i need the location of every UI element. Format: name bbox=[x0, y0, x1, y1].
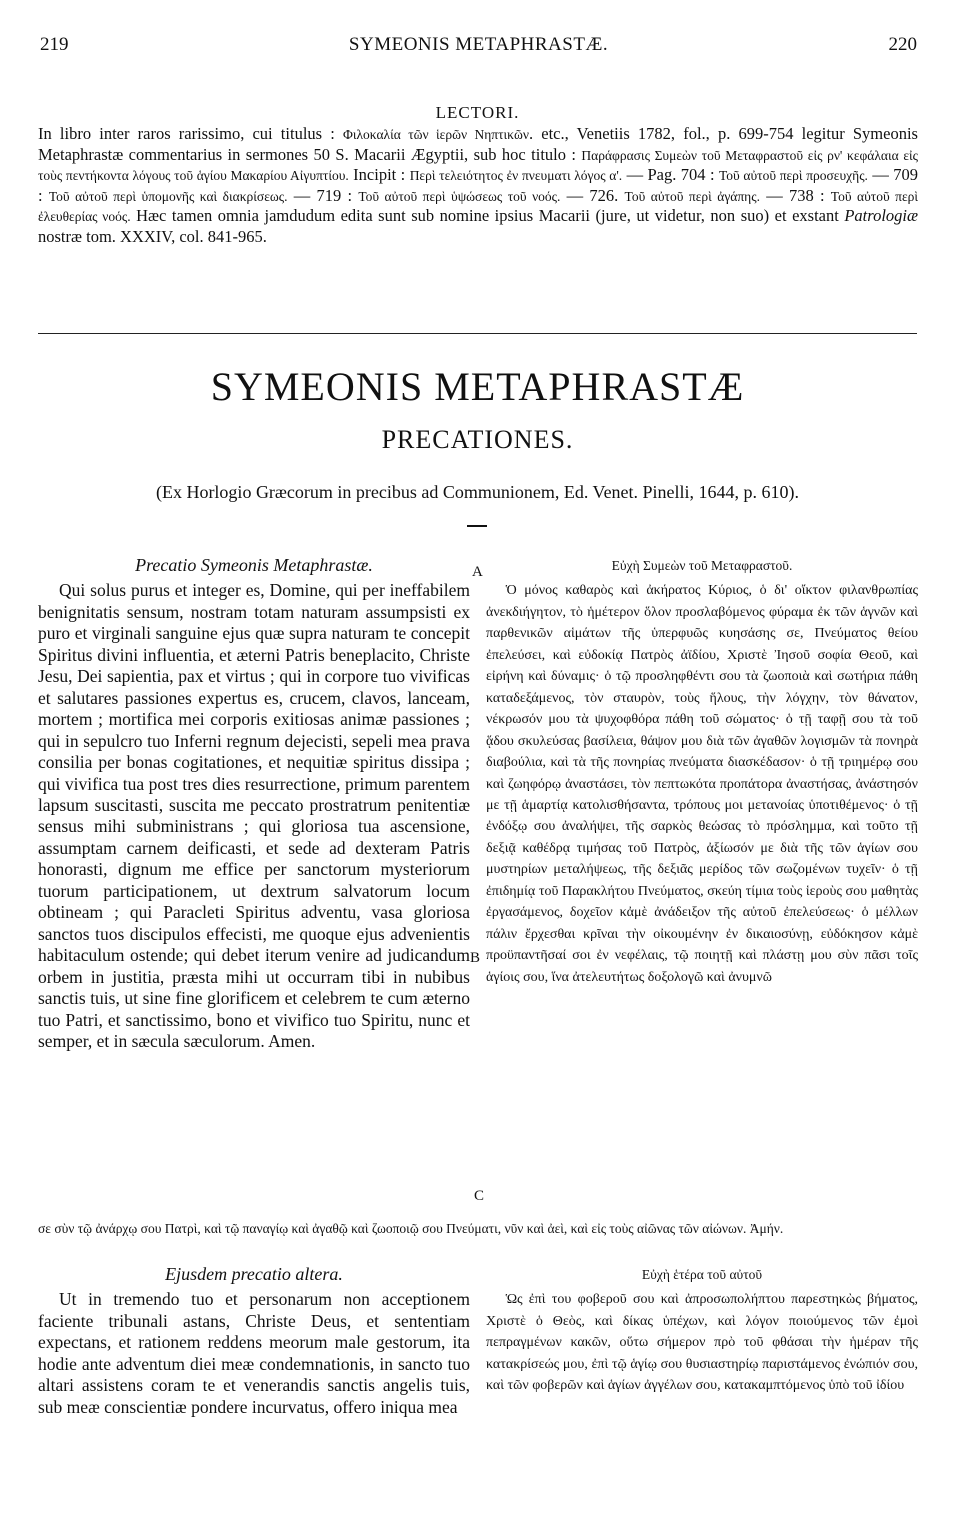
lector-text-3: Incipit : bbox=[348, 165, 410, 185]
lector-greek-3: Περὶ τελειότητος ἐν πνευματι λόγος α'. bbox=[409, 168, 623, 184]
greek-column-1 bbox=[486, 555, 918, 988]
margin-letter-c: C bbox=[474, 1188, 485, 1204]
page-number-right: 220 bbox=[888, 34, 917, 55]
lector-paragraph bbox=[38, 124, 918, 247]
lector-text-2: . etc., Venetiis 1782, fol., p. 699-754 legitur Symeonis Metaphrastæ commentarius in sermones 50 S. Macarii Ægyptii, sub hoc titulo : bbox=[38, 124, 918, 164]
lector-text-6: — 719 : bbox=[287, 185, 359, 205]
greek-text-2: Ὡς ἐπὶ του φοβεροῦ σου καὶ ἀπροσωπολήπτου παρεστηκὼς βήματος, Χριστὲ ὁ Θεὸς, καὶ δίκας ὑπέχων, καὶ λόγον ποιούμενος τῶν ἐμοὶ πεπραγμένων κακῶν, οὕτω σήμερον πρὸ τοῦ φθάσαι τὴν ἡμέραν τῆς κατακρίσεώς μου, ἐπὶ τῷ ἁγίῳ σου θυσιαστηρίῳ παριστάμενος ἐνώπιόν σου, καὶ τῶν φοβερῶν καὶ ἁγίων ἀγγέλων σου, κατακαμπτόμενος ὑπὸ τοῦ ἰδίου bbox=[486, 1292, 918, 1394]
lector-text-10: nostræ tom. XXXIV, col. 841-965. bbox=[38, 226, 267, 246]
greek-continuation: σε σὺν τῷ ἀνάρχῳ σου Πατρὶ, καὶ τῷ παναγίῳ καὶ ἀγαθῷ καὶ ζωοποιῷ σου Πνεύματι, νῦν καὶ ἀεὶ, καὶ εἰς τοὺς αἰῶνας τῶν αἰώνων. Ἀμήν. bbox=[38, 1221, 784, 1236]
latin-heading-2: Ejusdem precatio altera. bbox=[165, 1264, 343, 1284]
greek-text-1: Ὁ μόνος καθαρὸς καὶ ἀκήρατος Κύριος, ὁ δι' οἴκτον φιλανθρωπίας ἀνεκδιήγητον, τὸ ἡμέτερον ὅλον προσλαβόμενος φύραμα ἐκ τῶν ἁγνῶν καὶ παρθενικῶν αἱμάτων τῆς ὑπερφυῶς κυησάσης σε, Πνεύματος θείου ἐπελεύσει, καὶ εὐδοκίᾳ Πατρὸς ἀϊδίου, Χριστὲ Ἰησοῦ σοφία Θεοῦ, καὶ εἰρήνη καὶ δύναμις· ὁ τῷ προσληφθέντι σου τὰ ζωοποιὰ καὶ σωτήρια πάθη καταδεξάμενος, τὸν σταυρὸν, τοὺς ἥλους, τὴν λόγχην, τὸν θάνατον, νέκρωσόν μου τὰ ψυχοφθόρα πάθη τοῦ σώματος· ὁ τῇ ταφῇ σου τὰ τοῦ ᾅδου σκυλεύσας βασίλεια, θάψον μου διὰ τῶν ἀγαθῶν λογισμῶν τὰ πονηρὰ διαβούλια, καὶ τὰ τῆς πονηρίας πνεύματα διασκέδασον· ὁ τῇ τριημέρῳ σου καὶ ζωηφόρῳ ἀναστάσει, τὸν πεπτωκότα προπάτορα ἀναστήσας, ἀνάστησόν με τῇ ἁμαρτίᾳ κατολισθήσαντα, τρόπους μοι μετανοίας ὑποτιθέμενος· ὁ τῇ ἐνδόξῳ σου ἀναλήψει, τῆς σαρκὸς θεώσας τὸ πρόσλημμα, καὶ τοῦτο τῇ δεξιᾷ καθέδρᾳ τιμήσας τοῦ Πατρὸς, ἀξίωσόν με διὰ τῆς τῶν ἁγίων σου μυστηρίων μεταλήψεως, τῆς δεξιᾶς μερίδος τῶν σωζομένων τυχεῖν· ὁ τῇ ἐπιδημίᾳ τοῦ Παρακλήτου Πνεύματος, σκεύη τίμια τοὺς ἱεροὺς σου μαθητὰς ἐργασάμενος, δοχεῖον κἀμὲ ἀνάδειξον τῆς αὐτοῦ ἐπελεύσεως· ὁ μέλλων πάλιν ἔρχεσθαι κρῖναι τὴν οἰκουμένην ἐν δικαιοσύνῃ, εὐδόκησον κἀμὲ προϋπαντῆσαί σοι ἐν νεφέλαις, τῷ ποιητῇ καὶ πλάστῃ μου σὺν πᾶσι τοῖς ἁγίοις σου, ἵνα ἀτελευτήτως δοξολογῶ καὶ ἀνυμνῶ bbox=[486, 583, 918, 985]
page-number-left: 219 bbox=[40, 34, 69, 55]
latin-text-2: Ut in tremendo tuo et personarum non acceptionem faciente tribunali astans, Christe Deus, et sententiam expectans, et rationem reddens meorum male gestorum, ita hodie ante adventum diei meæ condemnationis, in sancto tuo altari assistens coram te et venerandis sanctis angelis tuis, sub meæ conscientiæ pondere incurvatus, offero iniqua mea bbox=[38, 1289, 470, 1417]
margin-letter-b: B bbox=[470, 950, 481, 966]
source-note: (Ex Horlogio Græcorum in precibus ad Communionem, Ed. Venet. Pinelli, 1644, p. 610). bbox=[155, 482, 800, 502]
lector-greek-5: Τοῦ αὐτοῦ περὶ ὑπομονῆς καὶ διακρίσεως. bbox=[48, 188, 288, 204]
lector-greek-6: Τοῦ αὐτοῦ περὶ ὑψώσεως τοῦ νοός. bbox=[358, 188, 561, 204]
lector-heading: LECTORI. bbox=[435, 103, 520, 122]
lector-italic-patrologiae: Patrologiæ bbox=[844, 206, 918, 226]
greek-heading-2: Εὐχὴ ἑτέρα τοῦ αὐτοῦ bbox=[641, 1267, 763, 1282]
lector-greek-1: Φιλοκαλία τῶν ἱερῶν Νηπτικῶν bbox=[342, 127, 529, 142]
main-title: SYMEONIS METAPHRASTÆ bbox=[210, 364, 745, 409]
lector-text-1: In libro inter raros rarissimo, cui titulus : bbox=[38, 124, 343, 143]
running-title: SYMEONIS METAPHRASTÆ. bbox=[348, 34, 609, 55]
lector-greek-2: Παράφρασις Συμεὼν τοῦ Μεταφραστοῦ εἰς ρν' κεφάλαια εἰς τοὺς πεντήκοντα λόγους τοῦ ἁγίου Μακαρίου Αἰγυπτίου. bbox=[38, 147, 919, 184]
latin-column-2 bbox=[38, 1264, 470, 1418]
lector-text-5: — 709 : bbox=[38, 165, 919, 205]
lector-text-7: — 726. bbox=[560, 185, 625, 205]
lector-greek-8: Τοῦ αὐτοῦ περὶ ἐλευθερίας νοός. bbox=[38, 188, 918, 225]
margin-letter-a: A bbox=[472, 564, 483, 580]
title-dash bbox=[467, 525, 487, 527]
lector-text-8: — 738 : bbox=[759, 185, 831, 205]
running-head bbox=[40, 34, 917, 60]
latin-heading-1: Precatio Symeonis Metaphrastæ. bbox=[135, 555, 373, 575]
lector-text-4: — Pag. 704 : bbox=[622, 165, 719, 185]
greek-column-2 bbox=[486, 1264, 918, 1397]
latin-text-1: Qui solus purus et integer es, Domine, qui per ineffabilem benignitatis sensum, nostram totam naturam assumpsisti ex puro et virginali sanguine ejus quæ supra naturam te concepit Spiritus divini influentia, et æterni Patris beneplacito, Christe Jesu, Dei sapientia, pax et virtus ; qui in corpore tuo vivificas et salutares passiones expertus es, crucem, clavos, lanceam, mortem ; mortifica mei corporis exitiosas animæ passiones ; qui in sepulcro tuo Inferni regnum dejecisti, sepeli mea prava consilia per bonas cogitationes, et nequitiæ spiritus dissipa ; qui vivifica tua post tres dies resurrectione, primum parentem lapsum suscitasti, suscita me peccato prostratrum penitentiæ sensus mihi subministrans ; qui gloriosa tua ascensione, assumptam carnem deificasti, et sede ad dexteram Patris honorasti, dignum me effice per sanctorum mysteriorum tuorum participationem, ut dextrum salvatorum locum obtineam ; qui Paracleti Spiritus adventu, vasa gloriosa sanctos tuos discipulos effecisti, me quoque ejus advenientis habitaculum ostende; qui debet iterum venire ad judicandum orbem in justitia, præsta mihi ut occurram tibi in nubibus sanctis tuis, ut sine fine glorificem et celebrem te cum æterno tuo Patri, et sanctissimo, bono et vivifico tuo Spiritu, nunc et semper, et in sæcula sæculorum. Amen. bbox=[38, 580, 470, 1051]
sub-title: PRECATIONES. bbox=[381, 425, 574, 454]
lector-greek-7: Τοῦ αὐτοῦ περὶ ἀγάπης. bbox=[624, 188, 760, 204]
lector-text-9: Hæc tamen omnia jamdudum edita sunt sub nomine ipsius Macarii (jure, ut videtur, non suo) et exstant bbox=[130, 206, 845, 226]
greek-heading-1: Εὐχὴ Συμεὼν τοῦ Μεταφραστοῦ. bbox=[611, 558, 793, 573]
horizontal-rule bbox=[38, 333, 917, 334]
lector-greek-4: Τοῦ αὐτοῦ περὶ προσευχῆς. bbox=[718, 168, 868, 184]
latin-column-1 bbox=[38, 555, 470, 1052]
